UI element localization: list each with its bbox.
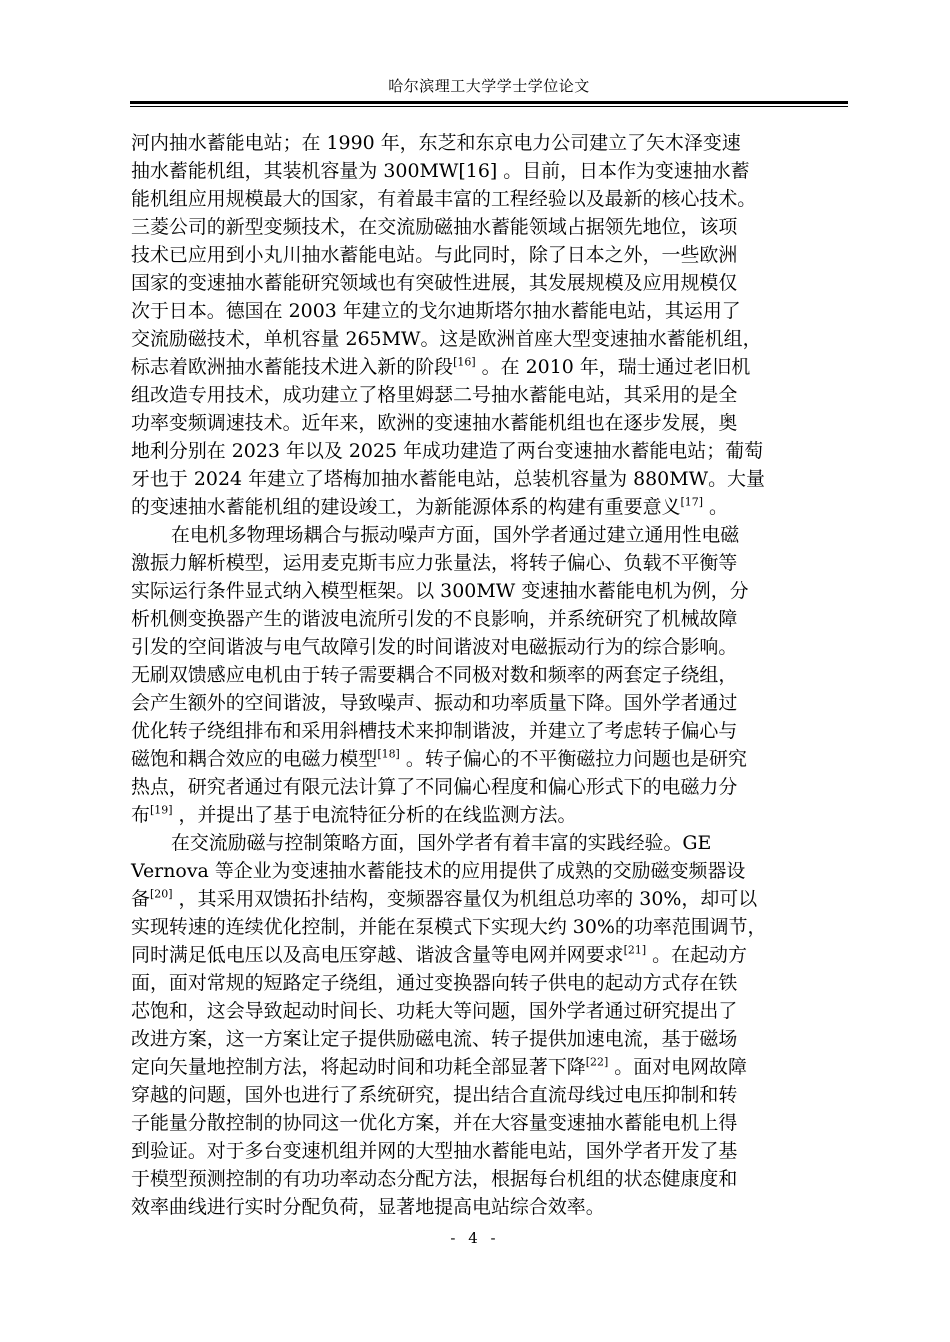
- text-line-content: 析机侧变换器产生的谐波电流所引发的不良影响，并系统研究了机械故障: [131, 608, 738, 630]
- text-line: [131, 1053, 849, 1081]
- citation-marker: [17]: [680, 495, 704, 509]
- text-line-content: 技术已应用到小丸川抽水蓄能电站。与此同时，除了日本之外，一些欧洲: [131, 244, 738, 266]
- body-text: [131, 129, 851, 1221]
- text-line-content: 子能量分散控制的协同这一优化方案，并在大容量变速抽水蓄能电机上得: [131, 1112, 738, 1134]
- header-rule-thin: [130, 106, 848, 107]
- text-line: [131, 1025, 849, 1053]
- text-line-content: 于模型预测控制的有功功率动态分配方法，根据每台机组的状态健康度和: [131, 1168, 738, 1190]
- text-line: [131, 801, 849, 829]
- text-line-content: 穿越的问题，国外也进行了系统研究，提出结合直流母线过电压抑制和转: [131, 1084, 738, 1106]
- text-line-content: 三菱公司的新型变频技术，在交流励磁抽水蓄能领域占据领先地位，该项: [131, 216, 738, 238]
- text-line: [131, 605, 849, 633]
- citation-marker: [16]: [453, 355, 476, 369]
- citation-marker: [18]: [377, 747, 400, 761]
- text-line-content: 抽水蓄能机组，其装机容量为 300MW[16] 。目前，日本作为变速抽水蓄: [131, 160, 750, 182]
- text-line: [131, 829, 849, 857]
- text-line: [131, 689, 849, 717]
- text-line-content: 功率变频调速技术。近年来，欧洲的变速抽水蓄能机组也在逐步发展，奥: [131, 412, 738, 434]
- text-line-content: 地利分别在 2023 年以及 2025 年成功建造了两台变速抽水蓄能电站；葡萄: [131, 440, 764, 462]
- text-line: [131, 1137, 849, 1165]
- text-line-content: 牙也于 2024 年建立了塔梅加抽水蓄能电站，总装机容量为 880MW。大量: [131, 468, 765, 490]
- text-line: [131, 773, 849, 801]
- text-line: [131, 745, 849, 773]
- text-line-continuation: 。: [703, 496, 728, 518]
- running-header: 哈尔滨理工大学学士学位论文: [388, 77, 590, 95]
- citation-marker: [21]: [623, 943, 647, 957]
- text-line: [131, 297, 849, 325]
- text-line: [131, 353, 849, 381]
- text-line: [131, 1193, 849, 1221]
- text-line-content: 实现转速的连续优化控制，并能在泵模式下实现大约 30%的功率范围调节，: [131, 916, 767, 938]
- text-line: [131, 381, 849, 409]
- text-line: [131, 493, 849, 521]
- text-line-content: 磁饱和耦合效应的电磁力模型: [131, 748, 378, 770]
- text-line: [131, 969, 849, 997]
- text-line-content: 组改造专用技术，成功建立了格里姆瑟二号抽水蓄能电站，其采用的是全: [131, 384, 738, 406]
- text-line-content: 效率曲线进行实时分配负荷，显著地提高电站综合效率。: [131, 1196, 605, 1218]
- text-line-content: 改进方案，这一方案让定子提供励磁电流、转子提供加速电流，基于磁场: [131, 1028, 738, 1050]
- text-line-content: 面，面对常规的短路定子绕组，通过变换器向转子供电的起动方式存在铁: [131, 972, 738, 994]
- text-line: [131, 409, 849, 437]
- text-line: [131, 325, 849, 353]
- text-line-content: 的变速抽水蓄能机组的建设竣工，为新能源体系的构建有重要意义: [131, 496, 681, 518]
- text-line-content: 在电机多物理场耦合与振动噪声方面，国外学者通过建立通用性电磁: [170, 524, 740, 546]
- text-line-content: 标志着欧洲抽水蓄能技术进入新的阶段: [131, 356, 454, 378]
- text-line: [131, 437, 849, 465]
- citation-marker: [19]: [149, 803, 173, 817]
- text-line: [131, 857, 849, 885]
- text-line-content: 实际运行条件显式纳入模型框架。以 300MW 变速抽水蓄能电机为例，分: [131, 580, 749, 602]
- text-line: [131, 185, 849, 213]
- text-line-content: 次于日本。德国在 2003 年建立的戈尔迪斯塔尔抽水蓄能电站，其运用了: [131, 300, 741, 322]
- text-line: [131, 1165, 849, 1193]
- text-line-continuation: ，其采用双馈拓扑结构，变频器容量仅为机组总功率的 30%，却可以: [172, 888, 758, 910]
- text-line-content: 能机组应用规模最大的国家，有着最丰富的工程经验以及最新的核心技术。: [131, 188, 757, 210]
- text-line-content: Vernova 等企业为变速抽水蓄能技术的应用提供了成熟的交励磁变频器设: [131, 860, 746, 882]
- text-line-content: 引发的空间谐波与电气故障引发的时间谐波对电磁振动行为的综合影响。: [131, 636, 738, 658]
- text-line: [131, 1081, 849, 1109]
- text-line-continuation: 。在起动方: [646, 944, 747, 966]
- text-line: [131, 269, 849, 297]
- text-line-content: 国家的变速抽水蓄能研究领域也有突破性进展，其发展规模及应用规模仅: [131, 272, 738, 294]
- text-line-content: 在交流励磁与控制策略方面，国外学者有着丰富的实践经验。GE: [170, 832, 712, 854]
- text-line: [131, 213, 849, 241]
- text-line: [131, 1109, 849, 1137]
- text-line-continuation: ，并提出了基于电流特征分析的在线监测方法。: [172, 804, 577, 826]
- header-rule-thick: [130, 101, 848, 104]
- text-line: [131, 577, 849, 605]
- text-line-content: 激振力解析模型，运用麦克斯韦应力张量法，将转子偏心、负载不平衡等: [131, 552, 738, 574]
- text-line: [131, 913, 849, 941]
- text-line-content: 到验证。对于多台变速机组并网的大型抽水蓄能电站，国外学者开发了基: [131, 1140, 738, 1162]
- text-line: [131, 941, 849, 969]
- citation-marker: [22]: [585, 1055, 609, 1069]
- text-line-content: 同时满足低电压以及高电压穿越、谐波含量等电网并网要求: [131, 944, 624, 966]
- text-line-content: 布: [131, 804, 150, 826]
- text-line-continuation: 。面对电网故障: [608, 1056, 747, 1078]
- text-line-content: 交流励磁技术，单机容量 265MW。这是欧洲首座大型变速抽水蓄能机组，: [131, 328, 762, 350]
- text-line: [131, 129, 849, 157]
- text-line-content: 芯饱和，这会导致起动时间长、功耗大等问题，国外学者通过研究提出了: [131, 1000, 738, 1022]
- text-line: [131, 157, 849, 185]
- text-line-content: 定向矢量地控制方法，将起动时间和功耗全部显著下降: [131, 1056, 586, 1078]
- text-line-content: 河内抽水蓄能电站；在 1990 年，东芝和东京电力公司建立了矢木泽变速: [131, 132, 741, 154]
- text-line-content: 热点，研究者通过有限元法计算了不同偏心程度和偏心形式下的电磁力分: [131, 776, 738, 798]
- text-line: [131, 633, 849, 661]
- text-line: [131, 521, 849, 549]
- text-line: [131, 997, 849, 1025]
- page-number: - 4 -: [450, 1229, 500, 1247]
- text-line-content: 优化转子绕组排布和采用斜槽技术来抑制谐波，并建立了考虑转子偏心与: [131, 720, 738, 742]
- citation-marker: [20]: [149, 887, 173, 901]
- text-line: [131, 885, 849, 913]
- text-line: [131, 661, 849, 689]
- text-line-continuation: 。在 2010 年，瑞士通过老旧机: [475, 356, 751, 378]
- text-line: [131, 717, 849, 745]
- text-line-content: 会产生额外的空间谐波，导致噪声、振动和功率质量下降。国外学者通过: [131, 692, 738, 714]
- text-line: [131, 241, 849, 269]
- text-line: [131, 549, 849, 577]
- text-line-content: 无刷双馈感应电机由于转子需要耦合不同极对数和频率的两套定子绕组，: [131, 664, 738, 686]
- text-line: [131, 465, 849, 493]
- text-line-continuation: 。转子偏心的不平衡磁拉力问题也是研究: [399, 748, 747, 770]
- text-line-content: 备: [131, 888, 150, 910]
